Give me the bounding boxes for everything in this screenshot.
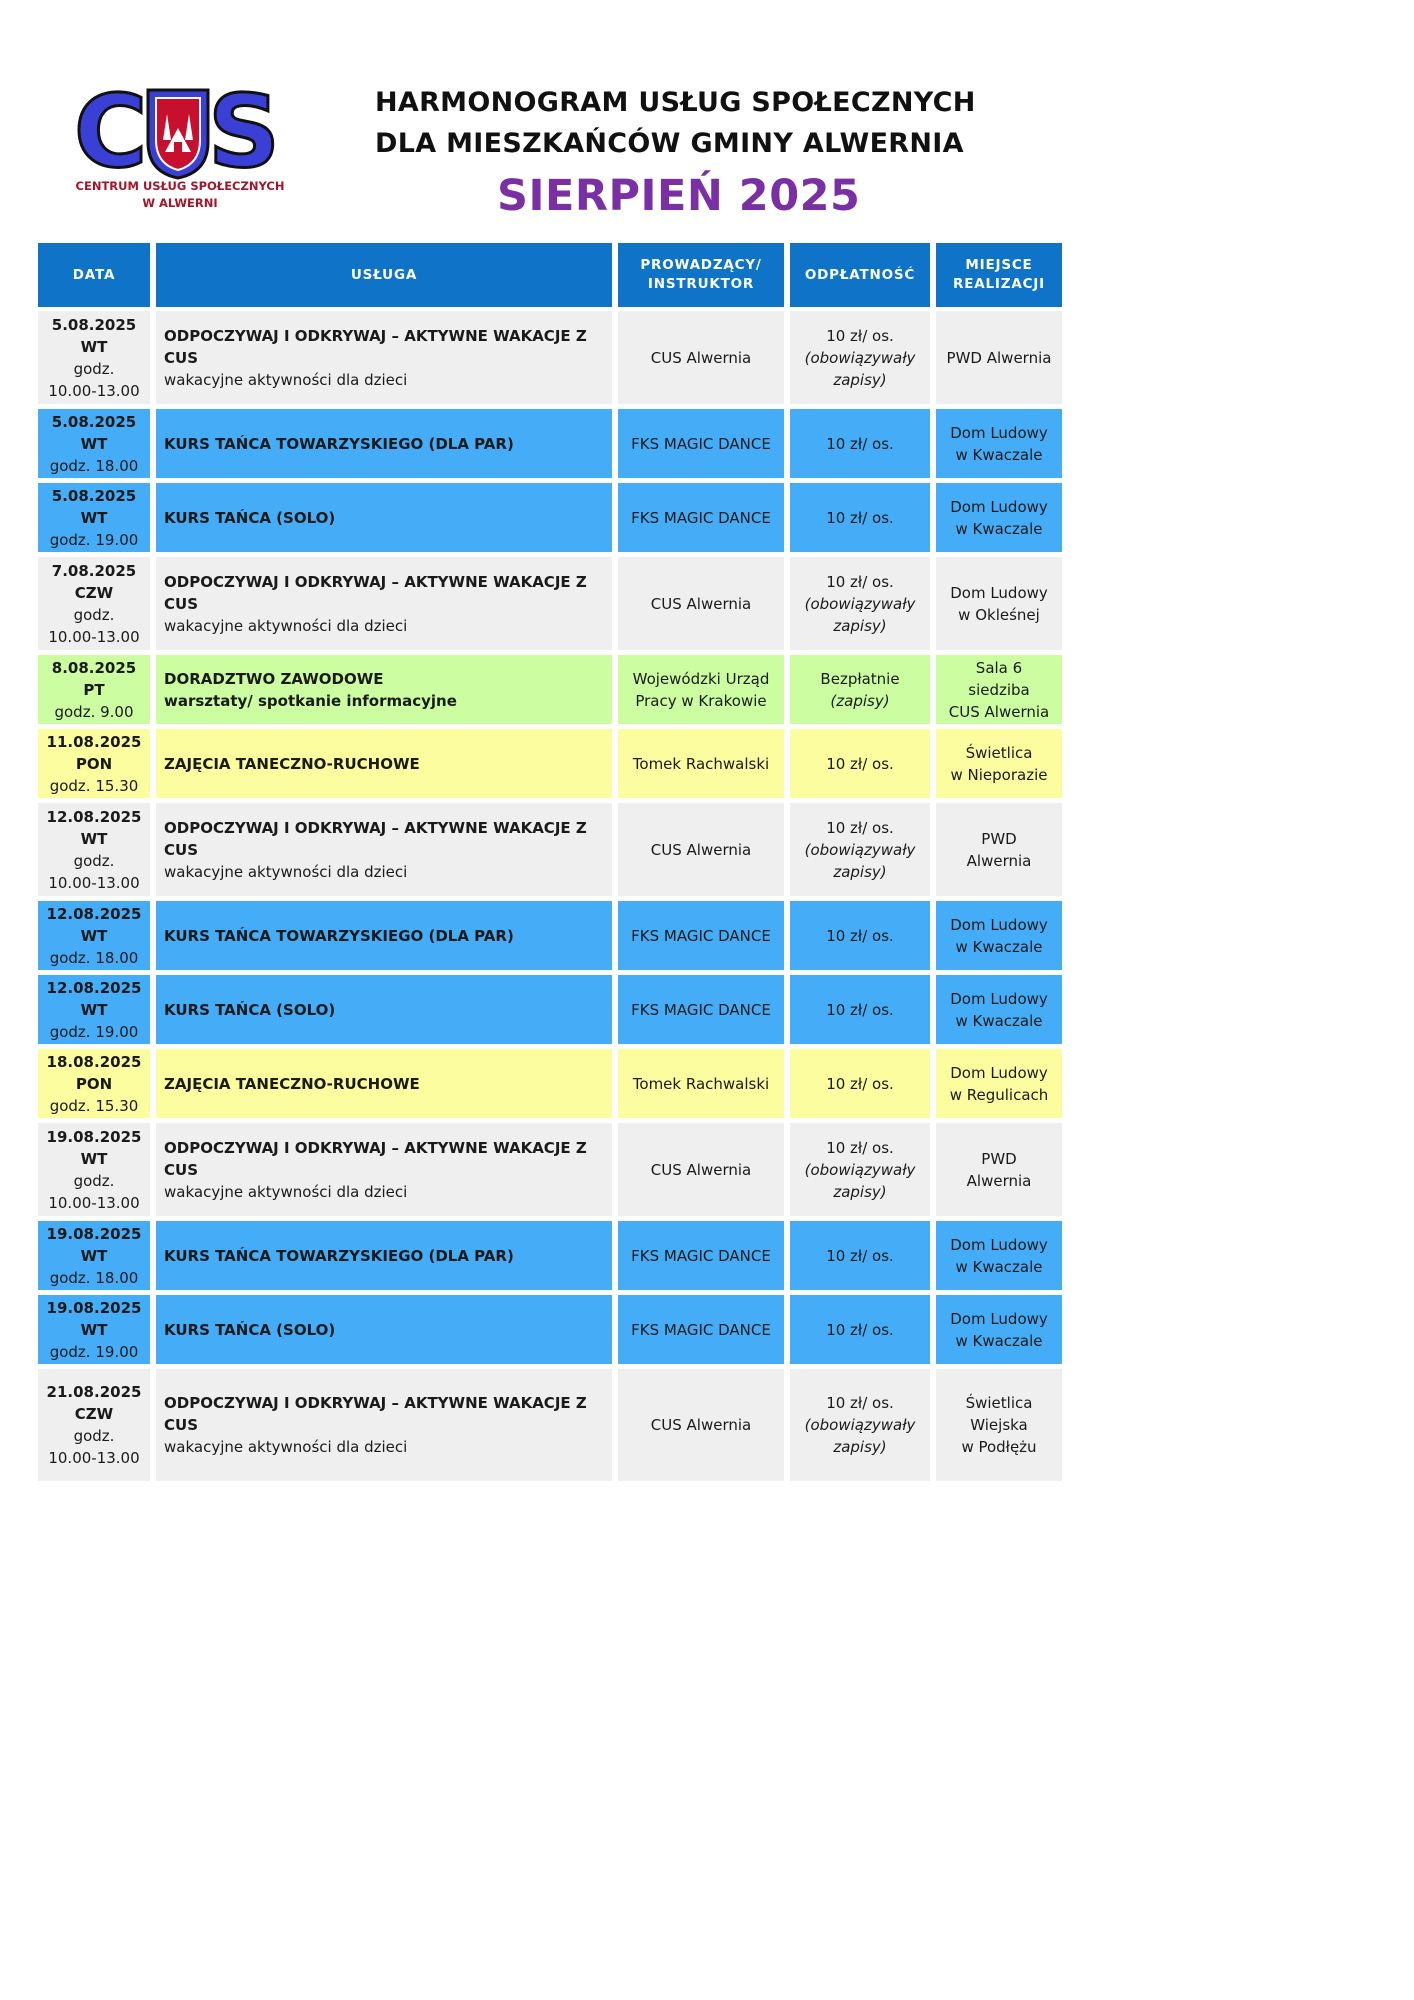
fee-note: (obowiązywały bbox=[804, 840, 916, 859]
place-cell bbox=[936, 557, 1062, 650]
event-weekday: PON bbox=[75, 754, 113, 773]
fee-note: (obowiązywały bbox=[804, 1160, 916, 1179]
table-row bbox=[38, 1049, 1062, 1118]
event-date: 5.08.2025 bbox=[51, 412, 137, 431]
table-row bbox=[38, 975, 1062, 1044]
header-date-label: DATA bbox=[72, 266, 116, 283]
instructor-cell bbox=[618, 975, 784, 1044]
header-place-line1: MIEJSCE bbox=[965, 257, 1033, 273]
place-name: PWD bbox=[981, 829, 1017, 848]
place-name: Dom Ludowy bbox=[950, 1309, 1048, 1328]
page-title-line2: DLA MIESZKAŃCÓW GMINY ALWERNIA bbox=[375, 128, 964, 159]
instructor-cell bbox=[618, 1369, 784, 1481]
date-cell bbox=[38, 1049, 150, 1118]
fee-amount: 10 zł/ os. bbox=[826, 926, 894, 945]
service-cell bbox=[156, 901, 612, 970]
date-cell bbox=[38, 311, 150, 404]
fee-cell bbox=[790, 557, 930, 650]
place-cell bbox=[936, 655, 1062, 724]
fee-cell bbox=[790, 803, 930, 896]
event-time: godz. 18.00 bbox=[49, 456, 139, 475]
event-date: 11.08.2025 bbox=[46, 732, 142, 751]
service-title: ODPOCZYWAJ I ODKRYWAJ – AKTYWNE WAKACJE Z CUS bbox=[164, 1138, 587, 1179]
event-date: 12.08.2025 bbox=[46, 904, 142, 923]
instructor-name: FKS MAGIC DANCE bbox=[631, 1320, 771, 1339]
service-title: KURS TAŃCA TOWARZYSKIEGO (DLA PAR) bbox=[164, 926, 514, 945]
service-title: ZAJĘCIA TANECZNO-RUCHOWE bbox=[164, 1074, 420, 1093]
date-cell bbox=[38, 557, 150, 650]
date-cell bbox=[38, 1295, 150, 1364]
fee-amount: 10 zł/ os. bbox=[826, 508, 894, 527]
date-cell bbox=[38, 655, 150, 724]
fee-cell bbox=[790, 1295, 930, 1364]
instructor-name: CUS Alwernia bbox=[650, 348, 752, 367]
table-row bbox=[38, 1221, 1062, 1290]
event-time: 10.00-13.00 bbox=[48, 1193, 140, 1212]
fee-cell bbox=[790, 1369, 930, 1481]
fee-amount: 10 zł/ os. bbox=[826, 434, 894, 453]
event-time: 10.00-13.00 bbox=[48, 381, 140, 400]
place-name: w Kwaczale bbox=[955, 937, 1043, 956]
fee-note: zapisy) bbox=[833, 370, 887, 389]
fee-cell bbox=[790, 901, 930, 970]
fee-cell bbox=[790, 1221, 930, 1290]
instructor-name: Pracy w Krakowie bbox=[635, 691, 767, 710]
table-row bbox=[38, 655, 1062, 724]
fee-amount: 10 zł/ os. bbox=[826, 572, 894, 591]
event-weekday: WT bbox=[80, 1000, 108, 1019]
logo-caption-line2: W ALWERNI bbox=[142, 196, 218, 210]
place-name: w Kwaczale bbox=[955, 519, 1043, 538]
event-weekday: WT bbox=[80, 1246, 108, 1265]
event-weekday: PON bbox=[75, 1074, 113, 1093]
event-time: godz. 15.30 bbox=[49, 776, 139, 795]
logo-caption-line1: CENTRUM USŁUG SPOŁECZNYCH bbox=[75, 179, 285, 193]
place-name: Dom Ludowy bbox=[950, 1063, 1048, 1082]
service-title: ODPOCZYWAJ I ODKRYWAJ – AKTYWNE WAKACJE Z CUS bbox=[164, 326, 587, 367]
date-cell bbox=[38, 803, 150, 896]
event-date: 19.08.2025 bbox=[46, 1298, 142, 1317]
place-name: PWD bbox=[981, 1149, 1017, 1168]
place-cell bbox=[936, 1369, 1062, 1481]
instructor-name: CUS Alwernia bbox=[650, 1416, 752, 1434]
event-weekday: CZW bbox=[74, 583, 114, 602]
place-name: w Kwaczale bbox=[955, 1331, 1043, 1350]
fee-cell bbox=[790, 311, 930, 404]
place-name: Dom Ludowy bbox=[950, 1235, 1048, 1254]
event-time: 10.00-13.00 bbox=[48, 1449, 140, 1467]
instructor-cell bbox=[618, 483, 784, 552]
instructor-name: CUS Alwernia bbox=[650, 840, 752, 859]
place-cell bbox=[936, 1049, 1062, 1118]
service-title: KURS TAŃCA (SOLO) bbox=[164, 1320, 336, 1339]
event-weekday: CZW bbox=[74, 1405, 114, 1423]
event-time: godz. 9.00 bbox=[54, 702, 134, 721]
fee-note: (obowiązywały bbox=[804, 594, 916, 613]
table-row bbox=[38, 557, 1062, 650]
instructor-name: FKS MAGIC DANCE bbox=[631, 1246, 771, 1265]
service-cell bbox=[156, 1221, 612, 1290]
event-date: 19.08.2025 bbox=[46, 1224, 142, 1243]
header-instructor-line1: PROWADZĄCY/ bbox=[640, 257, 762, 273]
place-name: Sala 6 bbox=[975, 658, 1023, 677]
date-cell bbox=[38, 729, 150, 798]
table-row bbox=[38, 901, 1062, 970]
table-row bbox=[38, 409, 1062, 478]
place-cell bbox=[936, 803, 1062, 896]
logo-letter-s: S bbox=[208, 80, 281, 180]
instructor-name: CUS Alwernia bbox=[650, 1160, 752, 1179]
event-time: godz. bbox=[73, 1171, 115, 1190]
instructor-cell bbox=[618, 803, 784, 896]
event-date: 7.08.2025 bbox=[51, 561, 137, 580]
instructor-cell bbox=[618, 1049, 784, 1118]
header-place-line2: REALIZACJI bbox=[953, 276, 1045, 292]
place-name: w Podłężu bbox=[961, 1438, 1037, 1456]
fee-cell bbox=[790, 483, 930, 552]
place-name: CUS Alwernia bbox=[948, 702, 1050, 721]
service-subtitle: wakacyjne aktywności dla dzieci bbox=[164, 1182, 408, 1201]
fee-note: zapisy) bbox=[833, 1182, 887, 1201]
service-title: DORADZTWO ZAWODOWE bbox=[164, 669, 384, 688]
event-time: godz. bbox=[73, 359, 115, 378]
instructor-cell bbox=[618, 1221, 784, 1290]
instructor-name: FKS MAGIC DANCE bbox=[631, 1000, 771, 1019]
service-title: ODPOCZYWAJ I ODKRYWAJ – AKTYWNE WAKACJE Z CUS bbox=[164, 818, 587, 859]
date-cell bbox=[38, 1369, 150, 1481]
place-name: Świetlica bbox=[965, 1394, 1033, 1412]
place-name: Świetlica bbox=[965, 743, 1033, 762]
place-name: Dom Ludowy bbox=[950, 915, 1048, 934]
service-subtitle: wakacyjne aktywności dla dzieci bbox=[164, 616, 408, 635]
service-cell bbox=[156, 483, 612, 552]
fee-amount: 10 zł/ os. bbox=[826, 754, 894, 773]
service-cell bbox=[156, 1295, 612, 1364]
place-cell bbox=[936, 1221, 1062, 1290]
instructor-name: FKS MAGIC DANCE bbox=[631, 508, 771, 527]
fee-cell bbox=[790, 975, 930, 1044]
table-row bbox=[38, 1123, 1062, 1216]
instructor-cell bbox=[618, 729, 784, 798]
instructor-name: FKS MAGIC DANCE bbox=[631, 434, 771, 453]
header-instructor bbox=[618, 243, 784, 307]
event-date: 5.08.2025 bbox=[51, 315, 137, 334]
place-name: Dom Ludowy bbox=[950, 583, 1048, 602]
header-service bbox=[156, 243, 612, 307]
service-title: ZAJĘCIA TANECZNO-RUCHOWE bbox=[164, 754, 420, 773]
place-cell bbox=[936, 311, 1062, 404]
instructor-cell bbox=[618, 311, 784, 404]
schedule-table bbox=[38, 243, 1062, 1486]
event-time: godz. bbox=[73, 1427, 115, 1445]
instructor-name: Tomek Rachwalski bbox=[632, 754, 770, 773]
instructor-name: Wojewódzki Urząd bbox=[632, 669, 770, 688]
event-time: godz. 15.30 bbox=[49, 1096, 139, 1115]
header-service-label: USŁUGA bbox=[350, 266, 418, 283]
service-title: ODPOCZYWAJ I ODKRYWAJ – AKTYWNE WAKACJE Z CUS bbox=[164, 572, 587, 613]
date-cell bbox=[38, 901, 150, 970]
event-weekday: WT bbox=[80, 926, 108, 945]
date-cell bbox=[38, 483, 150, 552]
place-name: Wiejska bbox=[970, 1416, 1028, 1434]
event-date: 5.08.2025 bbox=[51, 486, 137, 505]
event-weekday: WT bbox=[80, 337, 108, 356]
place-name: siedziba bbox=[968, 680, 1030, 699]
table-row bbox=[38, 311, 1062, 404]
fee-note: (obowiązywały bbox=[804, 348, 916, 367]
fee-amount: 10 zł/ os. bbox=[826, 1000, 894, 1019]
instructor-cell bbox=[618, 1123, 784, 1216]
table-header-row bbox=[38, 243, 1062, 307]
service-subtitle: wakacyjne aktywności dla dzieci bbox=[164, 1438, 408, 1456]
service-cell bbox=[156, 557, 612, 650]
table-row bbox=[38, 729, 1062, 798]
fee-amount: 10 zł/ os. bbox=[826, 1394, 894, 1412]
event-date: 12.08.2025 bbox=[46, 807, 142, 826]
fee-note: zapisy) bbox=[833, 862, 887, 881]
instructor-cell bbox=[618, 901, 784, 970]
event-weekday: WT bbox=[80, 1149, 108, 1168]
instructor-name: FKS MAGIC DANCE bbox=[631, 926, 771, 945]
month-heading: SIERPIEŃ 2025 bbox=[497, 171, 861, 221]
service-subtitle: wakacyjne aktywności dla dzieci bbox=[164, 370, 408, 389]
event-time: godz. bbox=[73, 851, 115, 870]
table-body bbox=[38, 311, 1062, 1481]
place-name: Dom Ludowy bbox=[950, 423, 1048, 442]
fee-note: (zapisy) bbox=[830, 691, 890, 710]
instructor-cell bbox=[618, 557, 784, 650]
place-cell bbox=[936, 1295, 1062, 1364]
event-date: 19.08.2025 bbox=[46, 1127, 142, 1146]
event-weekday: WT bbox=[80, 508, 108, 527]
service-subtitle: warsztaty/ spotkanie informacyjne bbox=[164, 691, 457, 710]
fee-note: zapisy) bbox=[833, 1438, 887, 1456]
place-name: Alwernia bbox=[966, 1171, 1032, 1190]
place-cell bbox=[936, 975, 1062, 1044]
event-time: godz. 18.00 bbox=[49, 1268, 139, 1287]
event-weekday: WT bbox=[80, 434, 108, 453]
service-title: ODPOCZYWAJ I ODKRYWAJ – AKTYWNE WAKACJE Z CUS bbox=[164, 1394, 587, 1434]
event-date: 12.08.2025 bbox=[46, 978, 142, 997]
fee-cell bbox=[790, 409, 930, 478]
event-time: 10.00-13.00 bbox=[48, 627, 140, 646]
service-title: KURS TAŃCA TOWARZYSKIEGO (DLA PAR) bbox=[164, 1246, 514, 1265]
instructor-cell bbox=[618, 655, 784, 724]
event-weekday: WT bbox=[80, 829, 108, 848]
service-title: KURS TAŃCA (SOLO) bbox=[164, 508, 336, 527]
fee-cell bbox=[790, 655, 930, 724]
event-time: godz. 19.00 bbox=[49, 530, 139, 549]
coat-of-arms-icon bbox=[148, 90, 208, 178]
place-cell bbox=[936, 1123, 1062, 1216]
event-time: godz. bbox=[73, 605, 115, 624]
page-title-line1: HARMONOGRAM USŁUG SPOŁECZNYCH bbox=[375, 87, 976, 118]
place-name: w Regulicach bbox=[949, 1085, 1049, 1104]
table-row bbox=[38, 1295, 1062, 1364]
service-cell bbox=[156, 1049, 612, 1118]
header-date bbox=[38, 243, 150, 307]
fee-amount: 10 zł/ os. bbox=[826, 1320, 894, 1339]
instructor-name: Tomek Rachwalski bbox=[632, 1074, 770, 1093]
event-time: godz. 18.00 bbox=[49, 948, 139, 967]
logo-letter-c: C bbox=[74, 80, 148, 180]
date-cell bbox=[38, 1123, 150, 1216]
table-row bbox=[38, 1369, 1062, 1481]
place-name: Dom Ludowy bbox=[950, 497, 1048, 516]
fee-cell bbox=[790, 1049, 930, 1118]
fee-amount: 10 zł/ os. bbox=[826, 326, 894, 345]
fee-amount: 10 zł/ os. bbox=[826, 1138, 894, 1157]
event-date: 8.08.2025 bbox=[51, 658, 137, 677]
place-cell bbox=[936, 409, 1062, 478]
event-time: godz. 19.00 bbox=[49, 1342, 139, 1361]
service-cell bbox=[156, 1123, 612, 1216]
place-cell bbox=[936, 901, 1062, 970]
date-cell bbox=[38, 409, 150, 478]
service-cell bbox=[156, 803, 612, 896]
place-name: Dom Ludowy bbox=[950, 989, 1048, 1008]
event-date: 18.08.2025 bbox=[46, 1052, 142, 1071]
place-name: PWD Alwernia bbox=[946, 348, 1052, 367]
place-name: Alwernia bbox=[966, 851, 1032, 870]
cus-logo-graphic bbox=[70, 80, 290, 180]
place-name: w Kwaczale bbox=[955, 1011, 1043, 1030]
service-title: KURS TAŃCA (SOLO) bbox=[164, 1000, 336, 1019]
fee-amount: Bezpłatnie bbox=[820, 669, 900, 688]
fee-note: (obowiązywały bbox=[804, 1416, 916, 1434]
place-name: w Okleśnej bbox=[958, 605, 1040, 624]
fee-cell bbox=[790, 1123, 930, 1216]
place-name: w Kwaczale bbox=[955, 1257, 1043, 1276]
service-cell bbox=[156, 311, 612, 404]
service-cell bbox=[156, 409, 612, 478]
date-cell bbox=[38, 1221, 150, 1290]
instructor-cell bbox=[618, 1295, 784, 1364]
date-cell bbox=[38, 975, 150, 1044]
instructor-name: CUS Alwernia bbox=[650, 594, 752, 613]
table-row bbox=[38, 803, 1062, 896]
table-row bbox=[38, 483, 1062, 552]
place-cell bbox=[936, 483, 1062, 552]
header-instructor-line2: INSTRUKTOR bbox=[647, 276, 755, 292]
event-time: godz. 19.00 bbox=[49, 1022, 139, 1041]
service-cell bbox=[156, 975, 612, 1044]
event-time: 10.00-13.00 bbox=[48, 873, 140, 892]
header-fee bbox=[790, 243, 930, 307]
place-name: w Nieporazie bbox=[950, 765, 1048, 784]
service-subtitle: wakacyjne aktywności dla dzieci bbox=[164, 862, 408, 881]
instructor-cell bbox=[618, 409, 784, 478]
fee-cell bbox=[790, 729, 930, 798]
place-cell bbox=[936, 729, 1062, 798]
fee-amount: 10 zł/ os. bbox=[826, 1246, 894, 1265]
event-weekday: WT bbox=[80, 1320, 108, 1339]
logo-caption bbox=[70, 178, 290, 212]
header-place bbox=[936, 243, 1062, 307]
event-weekday: PT bbox=[83, 680, 105, 699]
service-cell bbox=[156, 729, 612, 798]
fee-amount: 10 zł/ os. bbox=[826, 818, 894, 837]
service-cell bbox=[156, 1369, 612, 1481]
fee-amount: 10 zł/ os. bbox=[826, 1074, 894, 1093]
place-name: w Kwaczale bbox=[955, 445, 1043, 464]
header-fee-label: ODPŁATNOŚĆ bbox=[804, 266, 916, 283]
fee-note: zapisy) bbox=[833, 616, 887, 635]
event-date: 21.08.2025 bbox=[46, 1383, 142, 1401]
service-cell bbox=[156, 655, 612, 724]
service-title: KURS TAŃCA TOWARZYSKIEGO (DLA PAR) bbox=[164, 434, 514, 453]
